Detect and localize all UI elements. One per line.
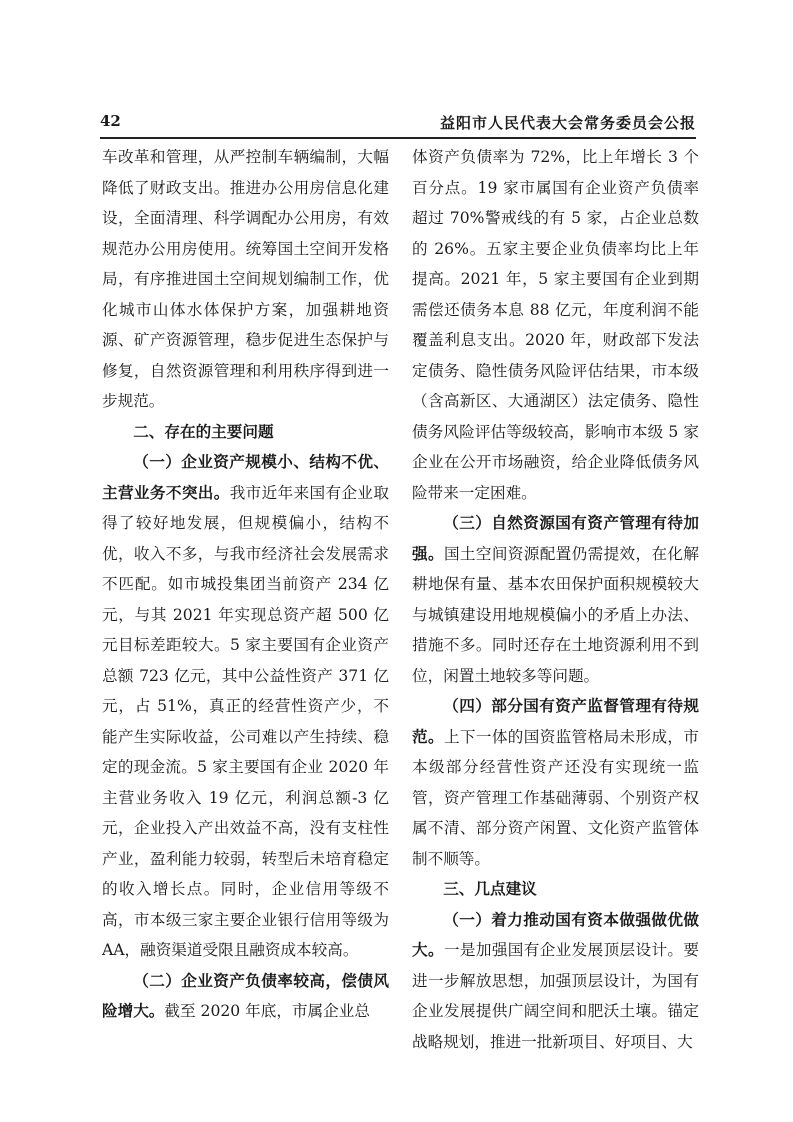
page-header	[100, 112, 696, 134]
problem-4-paragraph	[412, 691, 699, 874]
problem-4-title: （四）部分国有资产监督管理有待规范。	[412, 696, 699, 746]
problem-1-title: （一）企业资产规模小、结构不优、主营业务不突出。	[102, 452, 389, 502]
problem-3-body: 国土空间资源配置仍需提效，在化解耕地保有量、基本农田保护面积规模较大与城镇建设用地规模偏小的矛盾上办法、措施不多。同时还存在土地资源利用不到位，闲置土地较多等问题。	[412, 544, 699, 685]
header-rule	[100, 137, 696, 139]
problem-2-title: （二）企业资产负债率较高，偿债风险增大。	[102, 970, 389, 1020]
problem-1-body: 我市近年来国有企业取得了较好地发展，但规模偏小，结构不优，收入不多，与我市经济社会发展需求不匹配。如市城投集团当前资产 234 亿元，与其 2021 年实现总资产超 500 亿元目标差距较大。5 家主要国有企业资产总额 723 亿元，其中公益性资产 371 亿元，占 51%，真正的经营性资产少，不能产生实际收益，公司难以产生持续、稳定的现金流。5 家主要国有企业 2020 年主营业务收入 19 亿元，利润总额-3 亿元，企业投入产出效益不高，没有支柱性产业，盈利能力较弱，转型后未培育稳定的收入增长点。同时，企业信用等级不高，市本级三家主要企业银行信用等级为 AA，融资渠道受限且融资成本较高。	[102, 483, 389, 959]
problem-2-paragraph	[102, 966, 389, 1027]
suggestion-1-title: （一）着力推动国有资本做强做优做大。	[412, 909, 699, 959]
problem-4-body: 上下一体的国资监管格局未形成，市本级部分经营性资产还没有实现统一监管，资产管理工作基础薄弱、个别资产权属不清、部分资产闲置、文化资产监管体制不顺等。	[412, 727, 699, 868]
problem-2-continued: 体资产负债率为 72%，比上年增长 3 个百分点。19 家市属国有企业资产负债率超过 70%警戒线的有 5 家，占企业总数的 26%。五家主要企业负债率均比上年提高。2021 年，5 家主要国有企业到期需偿还债务本息 88 亿元，年度利润不能覆盖利息支出。2020 年，财政部下发法定债务、隐性债务风险评估结果，市本级（含高新区、大通湖区）法定债务、隐性债务风险评估等级较高，影响市本级 5 家企业在公开市场融资，给企业降低债务风险带来一定困难。	[412, 148, 699, 502]
left-column	[102, 142, 389, 1027]
suggestion-1-paragraph	[412, 905, 699, 1058]
section-heading-suggestions: 三、几点建议	[443, 880, 537, 898]
problem-2-body: 截至 2020 年底，市属企业总	[164, 1002, 370, 1020]
section-heading-problems: 二、存在的主要问题	[133, 422, 274, 441]
problem-3-title: （三）自然资源国有资产管理有待加强。	[412, 513, 699, 563]
paragraph-continued: 车改革和管理，从严控制车辆编制，大幅降低了财政支出。推进办公用房信息化建设，全面清理、科学调配办公用房，有效规范办公用房使用。统筹国土空间开发格局，有序推进国土空间规划编制工作，优化城市山体水体保护方案，加强耕地资源、矿产资源管理，稳步促进生态保护与修复，自然资源管理和利用秩序得到进一步规范。	[102, 148, 389, 410]
suggestion-1-body: 一是加强国有企业发展顶层设计。要进一步解放思想，加强顶层设计，为国有企业发展提供广阔空间和肥沃土壤。锚定战略规划，推进一批新项目、好项目、大	[412, 941, 699, 1051]
right-column	[412, 142, 699, 1057]
problem-3-paragraph	[412, 508, 699, 691]
page-number: 42	[100, 112, 121, 130]
journal-title: 益阳市人民代表大会常务委员会公报	[439, 114, 696, 132]
problem-1-paragraph	[102, 447, 389, 966]
